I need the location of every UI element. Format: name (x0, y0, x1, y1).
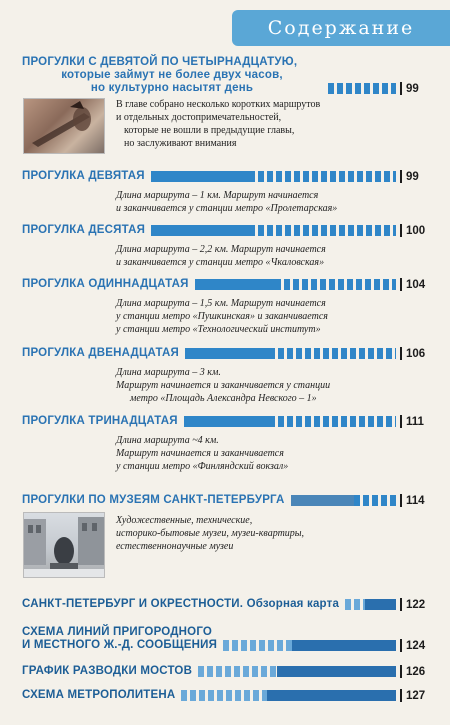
separator (400, 639, 402, 652)
desc-line: Длина маршрута ~4 км. (116, 435, 219, 446)
bridge-sculpture-image (24, 99, 104, 153)
section-title: Содержание (267, 17, 415, 39)
entry-description (22, 297, 432, 336)
toc-entry-overview-map[interactable] (22, 598, 432, 611)
toc-entry-suburban-rail[interactable] (22, 626, 432, 652)
page-number: 99 (406, 83, 419, 95)
page-number: 106 (406, 348, 426, 360)
entry-title-line1: СХЕМА ЛИНИЙ ПРИГОРОДНОГО (22, 626, 213, 638)
leader-bar (184, 416, 396, 427)
page-number: 127 (406, 690, 426, 702)
section-header (232, 10, 450, 46)
page-number: 114 (406, 495, 425, 507)
toc-entry-walk-10[interactable] (22, 224, 432, 269)
entry-title: СХЕМА МЕТРОПОЛИТЕНА (22, 689, 176, 701)
desc-line: Длина маршрута – 1 км. Маршрут начинается (116, 190, 319, 201)
intro-desc-line: но заслуживают внимания (124, 138, 237, 149)
toc-entry-walk-9[interactable] (22, 170, 432, 215)
intro-image (23, 98, 105, 154)
page-number: 111 (406, 416, 424, 428)
intro-description (116, 98, 320, 150)
page-number: 100 (406, 225, 426, 237)
entry-title: ПРОГУЛКА ДЕСЯТАЯ (22, 224, 146, 236)
leader-bar (185, 348, 396, 359)
separator (400, 170, 402, 183)
separator (400, 347, 402, 360)
entry-title: САНКТ-ПЕТЕРБУРГ И ОКРЕСТНОСТИ. Обзорная карта (22, 598, 340, 610)
museums-description (116, 514, 304, 553)
leader-bar (151, 225, 396, 236)
intro-title-line3: но культурно насытят день (90, 82, 254, 94)
intro-desc-line: и отдельных достопримечательностей, (116, 112, 282, 123)
entry-title: ПРОГУЛКИ ПО МУЗЕЯМ САНКТ-ПЕТЕРБУРГА (22, 494, 285, 506)
toc-entry-bridges[interactable] (22, 665, 432, 678)
leader-bar (198, 666, 396, 677)
entry-title: ПРОГУЛКА ОДИННАДЦАТАЯ (22, 278, 189, 290)
leader-bar (151, 171, 396, 182)
desc-line: у станции метро «Технологический институт» (116, 324, 321, 335)
leader-bar (223, 640, 396, 651)
entry-title: ПРОГУЛКА ДЕВЯТАЯ (22, 170, 145, 182)
entry-title: ПРОГУЛКА ДВЕНАДЦАТАЯ (22, 347, 179, 359)
desc-line: Художественные, технические, (116, 515, 253, 526)
separator (400, 689, 402, 702)
desc-line: естественнонаучные музеи (116, 541, 234, 552)
page-number: 104 (406, 279, 426, 291)
separator (400, 415, 402, 428)
toc-entry-walk-12[interactable] (22, 347, 432, 405)
toc-entry-metro[interactable] (22, 689, 432, 702)
entry-title-line2: И МЕСТНОГО Ж.-Д. СООБЩЕНИЯ (22, 639, 218, 651)
museum-courtyard-image (24, 513, 104, 577)
page-number: 126 (406, 666, 426, 678)
desc-line: Длина маршрута – 1,5 км. Маршрут начинается (116, 298, 326, 309)
intro-title-line1: ПРОГУЛКИ С ДЕВЯТОЙ ПО ЧЕТЫРНАДЦАТУЮ, (22, 56, 298, 68)
page-number: 122 (406, 599, 426, 611)
desc-line: Маршрут начинается и заканчивается (116, 448, 284, 459)
toc-entry-museums[interactable] (22, 494, 432, 507)
separator (400, 665, 402, 678)
leader-bar (291, 495, 396, 506)
separator (400, 82, 402, 95)
entry-description (22, 243, 432, 269)
toc-entry-intro[interactable] (22, 56, 432, 95)
desc-line: и заканчивается у станции метро «Чкаловская» (116, 257, 325, 268)
page-number: 124 (406, 640, 426, 652)
toc-entry-walk-13[interactable] (22, 415, 432, 473)
leader-bar (195, 279, 396, 290)
leader-bar (181, 690, 396, 701)
museum-image (23, 512, 105, 578)
intro-desc-line: которые не вошли в предыдущие главы, (124, 125, 295, 136)
separator (400, 494, 402, 507)
desc-line: Маршрут начинается и заканчивается у станции (116, 380, 331, 391)
separator (400, 598, 402, 611)
desc-line: у станции метро «Финляндский вокзал» (116, 461, 289, 472)
entry-description (22, 366, 432, 405)
entry-description (22, 434, 432, 473)
page-number: 99 (406, 171, 419, 183)
intro-desc-line: В главе собрано несколько коротких маршрутов (116, 99, 321, 110)
desc-line: у станции метро «Пушкинская» и заканчивается (116, 311, 328, 322)
toc-entry-walk-11[interactable] (22, 278, 432, 336)
leader-bar (345, 599, 396, 610)
separator (400, 224, 402, 237)
entry-title: ГРАФИК РАЗВОДКИ МОСТОВ (22, 665, 193, 677)
desc-line: метро «Площадь Александра Невского – 1» (130, 393, 317, 404)
desc-line: Длина маршрута – 3 км. (116, 367, 221, 378)
desc-line: Длина маршрута – 2,2 км. Маршрут начинается (116, 244, 326, 255)
desc-line: историко-бытовые музеи, музеи-квартиры, (116, 528, 305, 539)
separator (400, 278, 402, 291)
leader-bar (328, 83, 396, 94)
intro-title-line2: которые займут не более двух часов, (61, 69, 283, 81)
desc-line: и заканчивается у станции метро «Пролетарская» (116, 203, 338, 214)
entry-title: ПРОГУЛКА ТРИНАДЦАТАЯ (22, 415, 178, 427)
entry-description (22, 189, 432, 215)
